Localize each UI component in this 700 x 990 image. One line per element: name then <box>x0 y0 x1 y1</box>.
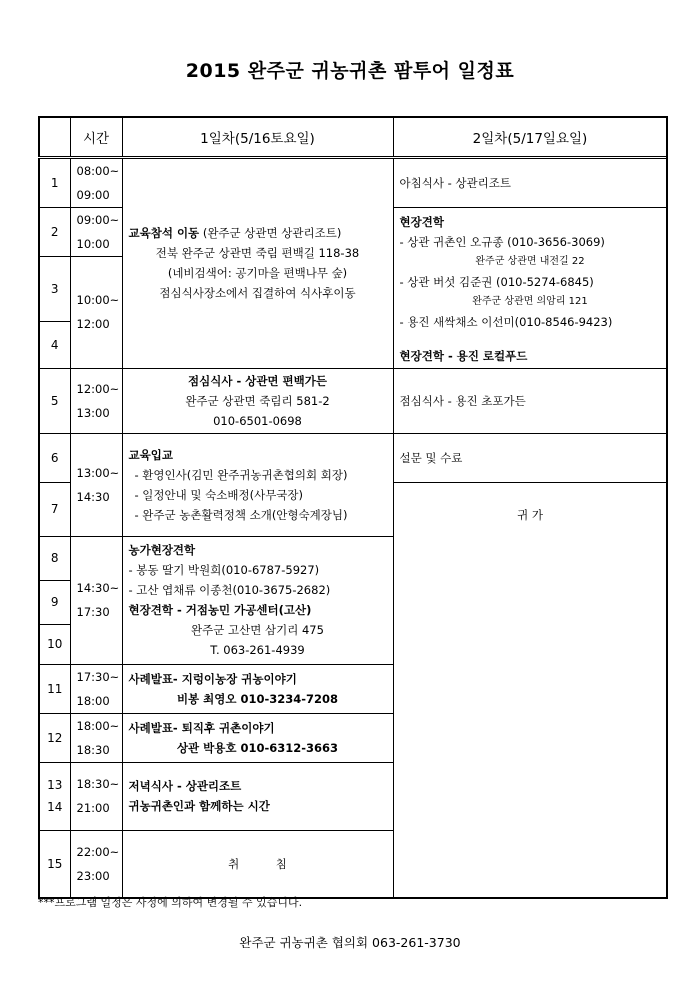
case1-line: 비봉 최영오 010-3234-7208 <box>176 691 339 706</box>
day1-edu-move-cell <box>122 157 393 368</box>
row-time: 22:00~ 23:00 <box>70 830 122 898</box>
row-number: 12 <box>39 713 70 762</box>
dinner-line: 귀농귀촌인과 함께하는 시간 <box>128 799 270 813</box>
table-header-row <box>39 117 667 157</box>
farm-tour-item: - 봉동 딸기 박원희(010-6787-5927) <box>128 563 320 577</box>
farm-tour-item: - 고산 엽채류 이종천(010-3675-2682) <box>128 583 331 597</box>
day2-field-cell <box>393 207 667 368</box>
header-time: 시간 <box>70 117 122 157</box>
field-item: - 상관 귀촌인 오규종 (010-3656-3069) <box>399 234 605 249</box>
day1-dinner-cell <box>122 762 393 830</box>
row-number: 6 <box>39 433 70 482</box>
edu-move-line: (네비검색어: 공기마을 편백나무 숲) <box>167 266 348 280</box>
day1-sleep: 취 침 <box>122 830 393 898</box>
farm-site-line: 완주군 고산면 삼기리 475 <box>191 623 324 637</box>
row-time: 08:00~ 09:00 <box>70 157 122 207</box>
row-time: 09:00~ 10:00 <box>70 207 122 256</box>
education-item: - 완주군 농촌활력정책 소개(안형숙계장님) <box>134 507 348 522</box>
row-number: 3 <box>39 256 70 321</box>
row-number: 15 <box>39 830 70 898</box>
row-number: 5 <box>39 368 70 433</box>
day1-lunch-cell <box>122 368 393 433</box>
row-time: 18:30~ 21:00 <box>70 762 122 830</box>
farm-tour-title: 농가현장견학 <box>128 543 196 557</box>
field-item-address: 완주군 상관면 의암리 121 <box>472 295 588 307</box>
day2-return: 귀 가 <box>393 482 667 898</box>
edu-move-line: 점심식사장소에서 집결하여 식사후이동 <box>159 286 356 300</box>
field-item: - 용진 새싹채소 이선미(010-8546-9423) <box>399 314 613 329</box>
education-item: - 환영인사(김민 완주귀농귀촌협의회 회장) <box>134 467 348 482</box>
day1-case1-cell <box>122 664 393 713</box>
footer-contact: 완주군 귀농귀촌 협의회 063-261-3730 <box>239 935 461 950</box>
education-item: - 일정안내 및 숙소배정(사무국장) <box>134 487 304 502</box>
row-time: 10:00~ 12:00 <box>70 256 122 368</box>
header-day1: 1일차(5/16토요일) <box>122 117 393 157</box>
page-title: 2015 완주군 귀농귀촌 팜투어 일정표 <box>185 60 515 82</box>
field-title: 현장견학 <box>399 214 444 229</box>
farm-site-title: 현장견학 - 거점농민 가공센터(고산) <box>128 603 312 617</box>
row-time: 17:30~ 18:00 <box>70 664 122 713</box>
table-row <box>39 368 667 433</box>
header-day2: 2일차(5/17일요일) <box>393 117 667 157</box>
row-time: 12:00~ 13:00 <box>70 368 122 433</box>
row-number: 8 <box>39 536 70 580</box>
dinner-title: 저녁식사 - 상관리조트 <box>128 779 242 793</box>
day1-education-cell <box>122 433 393 536</box>
day1-farm-tour-cell <box>122 536 393 664</box>
case1-title: 사례발표- 지렁이농장 귀농이야기 <box>128 671 297 686</box>
education-title: 교육입교 <box>128 447 173 462</box>
day2-breakfast: 아침식사 - 상관리조트 <box>393 157 667 207</box>
day1-lunch-title: 점심식사 - 상관면 편백가든 <box>188 373 327 388</box>
row-number: 7 <box>39 482 70 536</box>
schedule-table <box>38 116 668 899</box>
header-no <box>39 117 70 157</box>
edu-move-note: (완주군 상관면 상관리조트) <box>202 226 342 240</box>
case2-title: 사례발표- 퇴직후 귀촌이야기 <box>128 720 275 735</box>
row-number: 10 <box>39 624 70 664</box>
day2-survey: 설문 및 수료 <box>393 433 667 482</box>
edu-move-title: 교육참석 이동 <box>128 226 200 240</box>
row-time: 13:00~ 14:30 <box>70 433 122 536</box>
field-local: 현장견학 - 용진 로컬푸드 <box>399 348 528 363</box>
edu-move-line: 전북 완주군 상관면 죽림 편백길 118-38 <box>155 246 360 260</box>
field-item-address: 완주군 상관면 내전길 22 <box>475 255 585 267</box>
table-row <box>39 157 667 207</box>
row-number: 1 <box>39 157 70 207</box>
day1-lunch-line: 010-6501-0698 <box>213 413 302 428</box>
row-number: 4 <box>39 321 70 368</box>
table-row <box>39 433 667 482</box>
day1-case2-cell <box>122 713 393 762</box>
row-number: 2 <box>39 207 70 256</box>
row-time: 18:00~ 18:30 <box>70 713 122 762</box>
row-number: 9 <box>39 580 70 624</box>
schedule-note: ***프로그램 일정은 사정에 의하여 변경될 수 있습니다. <box>38 896 303 909</box>
row-time: 14:30~ 17:30 <box>70 536 122 664</box>
row-number: 13 14 <box>39 762 70 830</box>
field-item: - 상관 버섯 김준권 (010-5274-6845) <box>399 274 594 289</box>
day1-lunch-line: 완주군 상관면 죽림리 581-2 <box>185 393 330 408</box>
farm-site-line: T. 063-261-4939 <box>210 643 305 657</box>
day2-lunch: 점심식사 - 용진 초포가든 <box>393 368 667 433</box>
row-number: 11 <box>39 664 70 713</box>
case2-line: 상관 박용호 010-6312-3663 <box>176 740 339 755</box>
